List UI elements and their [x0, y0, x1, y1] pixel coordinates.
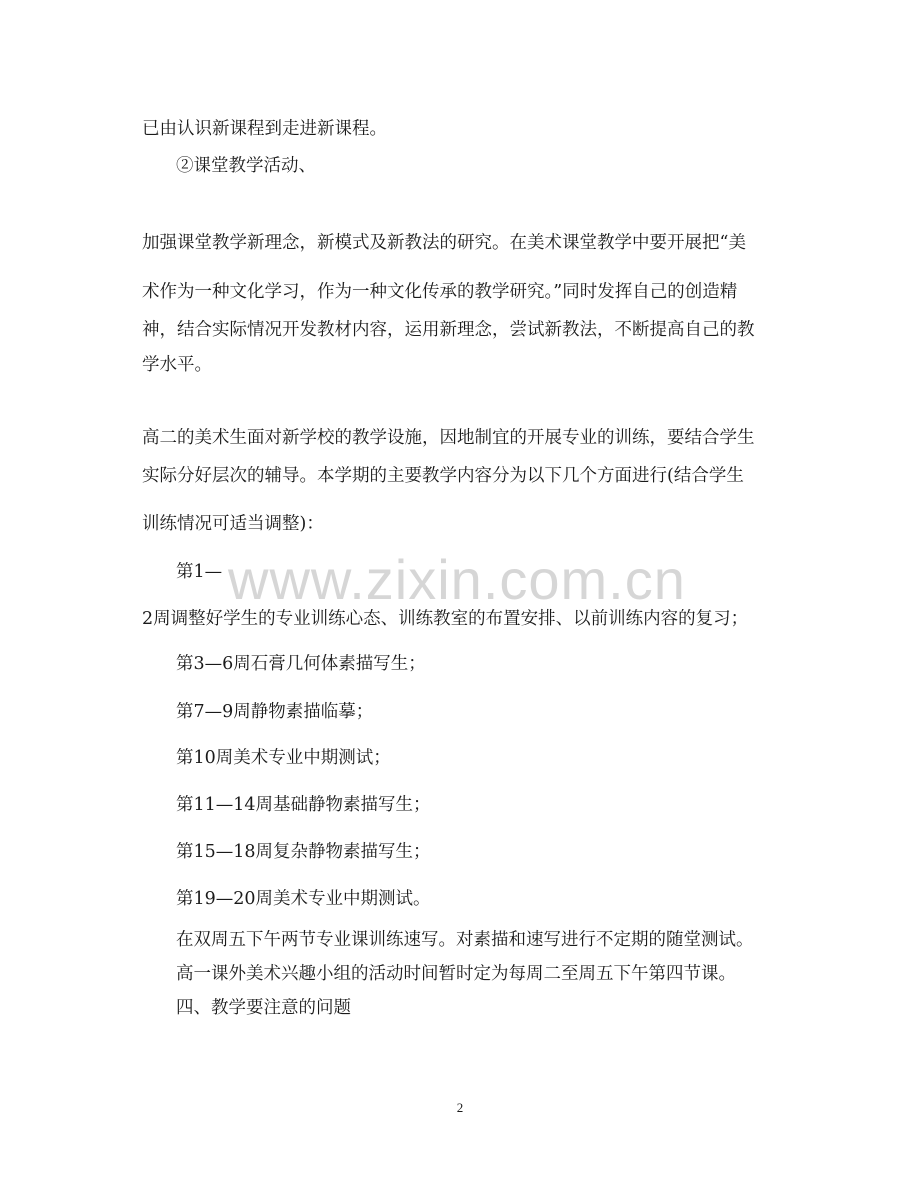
text-line: 已由认识新课程到走进新课程。: [142, 119, 387, 139]
schedule-item: 第7—9周静物素描临摹；: [176, 702, 374, 722]
section-heading: 四、教学要注意的问题: [176, 998, 351, 1018]
schedule-item: 第3—6周石膏几何体素描写生；: [176, 654, 426, 674]
text-line: 神，结合实际情况开发教材内容，运用新理念，尝试新教法，不断提高自己的教: [142, 320, 755, 340]
text-line: 训练情况可适当调整)：: [142, 514, 324, 534]
schedule-item: 第19—20周美术专业中期测试。: [176, 889, 431, 909]
text-line: 术作为一种文化学习，作为一种文化传承的教学研究。”同时发挥自己的创造精: [142, 282, 738, 302]
text-line: 在双周五下午两节专业课训练速写。对素描和速写进行不定期的随堂测试。: [176, 930, 754, 950]
schedule-item: 第11—14周基础静物素描写生；: [176, 795, 431, 815]
section-heading: ②课堂教学活动、: [176, 156, 316, 176]
text-line: 学水平。: [142, 355, 212, 375]
schedule-item: 第15—18周复杂静物素描写生；: [176, 842, 431, 862]
text-line: 加强课堂教学新理念，新模式及新教法的研究。在美术课堂教学中要开展把“美: [142, 233, 746, 253]
text-line: 高一课外美术兴趣小组的活动时间暂时定为每周二至周五下午第四节课。: [176, 964, 736, 984]
text-line: 高二的美术生面对新学校的教学设施，因地制宜的开展专业的训练，要结合学生: [142, 428, 755, 448]
schedule-item: 第1—: [176, 562, 223, 582]
page-number: 2: [456, 1100, 464, 1115]
text-line: 实际分好层次的辅导。本学期的主要教学内容分为以下几个方面进行(结合学生: [142, 466, 744, 486]
schedule-item: 2周调整好学生的专业训练心态、训练教室的布置安排、以前训练内容的复习；: [142, 609, 749, 629]
watermark: www.zixin.com.cn: [228, 548, 686, 611]
schedule-item: 第10周美术专业中期测试；: [176, 748, 391, 768]
